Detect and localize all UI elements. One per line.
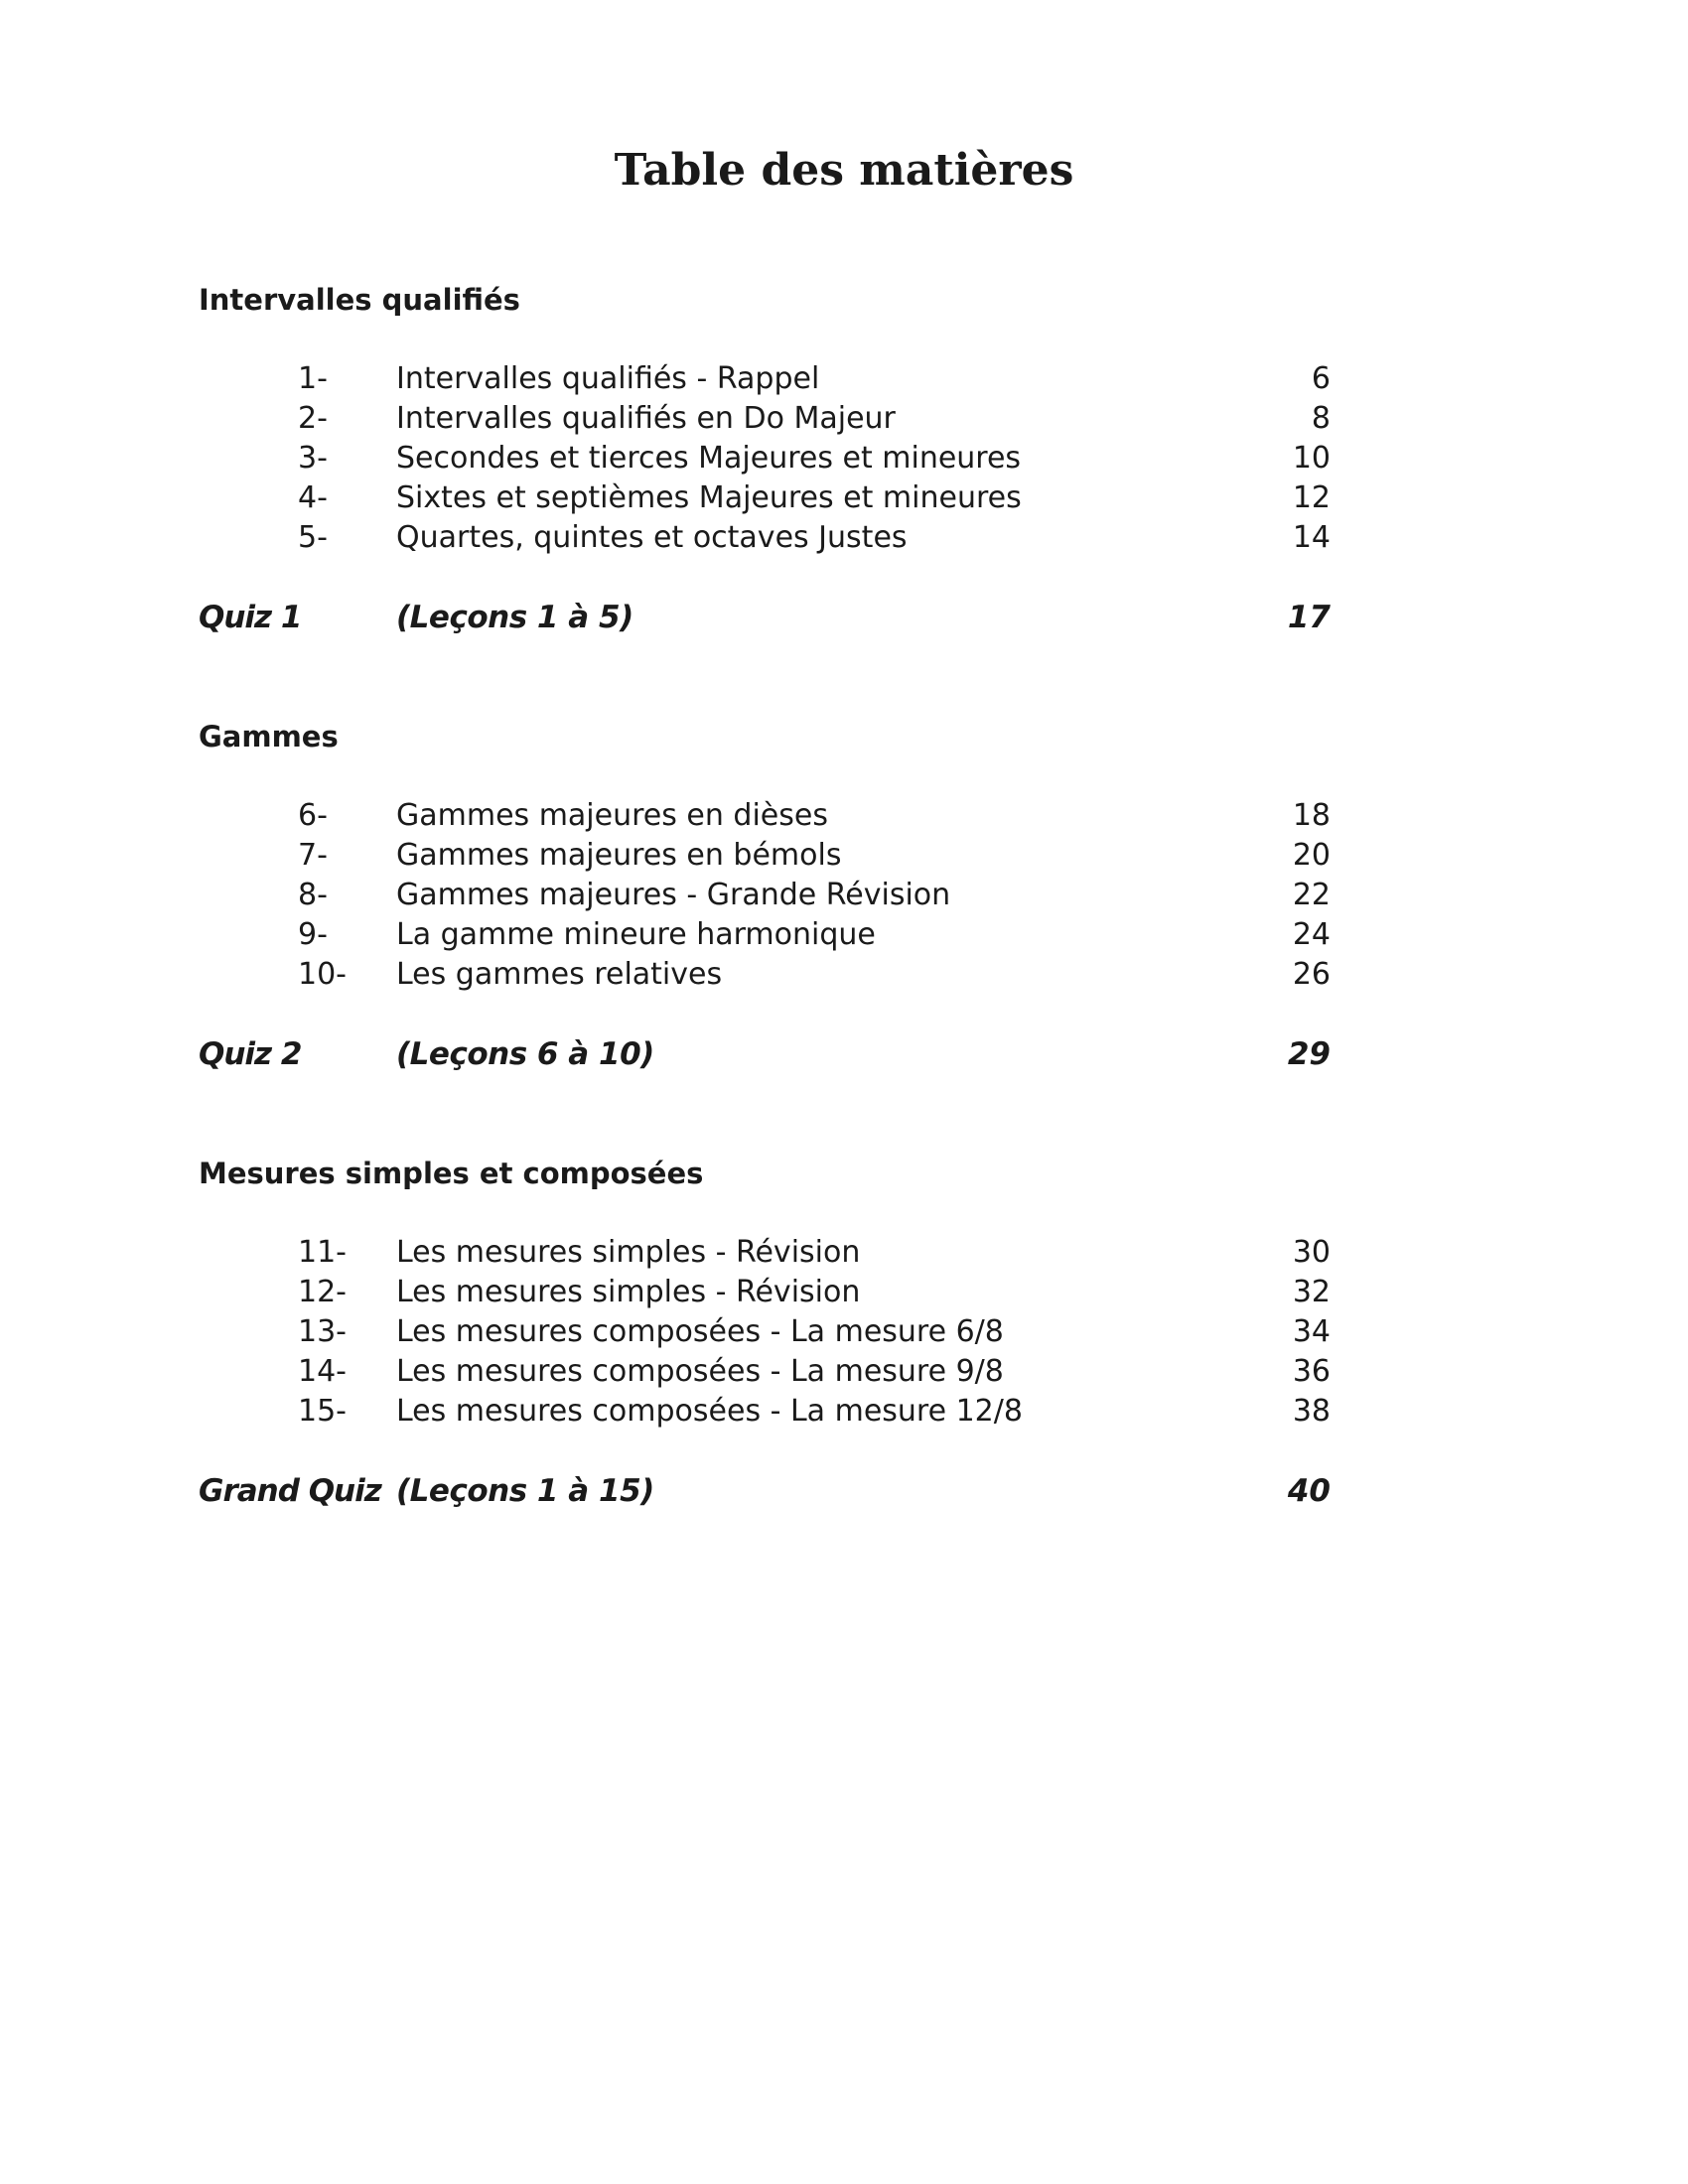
entry-title: Sixtes et septièmes Majeures et mineures [396, 480, 1022, 515]
entry-page: 18 [1292, 798, 1331, 833]
entry-title: Les gammes relatives [396, 957, 723, 992]
toc-entry [199, 478, 1331, 518]
entry-title: Les mesures composées - La mesure 9/8 [396, 1354, 1004, 1389]
entry-number: 6- [298, 798, 328, 833]
toc-entry [199, 439, 1331, 478]
toc-entry [199, 1273, 1331, 1312]
entry-number: 14- [298, 1354, 347, 1389]
quiz-page: 40 [1287, 1473, 1331, 1509]
entry-title: Intervalles qualifiés en Do Majeur [396, 401, 896, 436]
toc-entry [199, 876, 1331, 915]
entry-title: Gammes majeures - Grande Révision [396, 878, 951, 912]
toc-entry [199, 796, 1331, 836]
entry-page: 12 [1292, 480, 1331, 515]
entry-number: 5- [298, 520, 328, 555]
entry-number: 8- [298, 878, 328, 912]
page-title: Table des matières [614, 145, 1074, 196]
toc-entry [199, 1312, 1331, 1352]
toc-entry [199, 1233, 1331, 1273]
entry-number: 9- [298, 917, 328, 952]
quiz-page: 29 [1287, 1036, 1331, 1072]
entry-number: 15- [298, 1394, 347, 1429]
entry-page: 10 [1292, 441, 1331, 476]
entry-number: 10- [298, 957, 347, 992]
entry-page: 38 [1292, 1394, 1331, 1429]
entry-number: 11- [298, 1235, 347, 1270]
quiz-range: (Leçons 1 à 15) [396, 1473, 654, 1509]
quiz-page: 17 [1287, 600, 1331, 635]
quiz-label: Quiz 1 [199, 600, 302, 635]
toc-entry [199, 518, 1331, 558]
entry-title: Les mesures composées - La mesure 6/8 [396, 1314, 1004, 1349]
quiz-entry [199, 1471, 1331, 1511]
entry-page: 6 [1311, 361, 1331, 396]
entry-title: Les mesures simples - Révision [396, 1235, 861, 1270]
quiz-entry [199, 598, 1331, 637]
toc-section-mesures [199, 1154, 1331, 1511]
entry-page: 34 [1292, 1314, 1331, 1349]
entry-page: 32 [1292, 1275, 1331, 1309]
entry-number: 4- [298, 480, 328, 515]
quiz-entry [199, 1034, 1331, 1074]
entry-title: Gammes majeures en dièses [396, 798, 828, 833]
toc-entry [199, 359, 1331, 399]
entry-title: Intervalles qualifiés - Rappel [396, 361, 820, 396]
toc-entry [199, 836, 1331, 876]
entry-page: 22 [1292, 878, 1331, 912]
entry-page: 20 [1292, 838, 1331, 873]
entry-page: 14 [1292, 520, 1331, 555]
entry-title: Les mesures simples - Révision [396, 1275, 861, 1309]
entry-page: 26 [1292, 957, 1331, 992]
quiz-range: (Leçons 6 à 10) [396, 1036, 654, 1072]
section-heading: Mesures simples et composées [199, 1157, 704, 1190]
quiz-label: Grand Quiz [199, 1473, 381, 1509]
toc-entry [199, 399, 1331, 439]
entry-title: Quartes, quintes et octaves Justes [396, 520, 908, 555]
entry-number: 1- [298, 361, 328, 396]
entry-title: La gamme mineure harmonique [396, 917, 876, 952]
entry-page: 36 [1292, 1354, 1331, 1389]
entry-number: 13- [298, 1314, 347, 1349]
toc-section-intervalles [199, 280, 1331, 637]
entry-number: 7- [298, 838, 328, 873]
toc-section-gammes [199, 717, 1331, 1074]
entry-number: 2- [298, 401, 328, 436]
entry-page: 8 [1311, 401, 1331, 436]
toc-entry [199, 1392, 1331, 1432]
section-heading: Intervalles qualifiés [199, 283, 520, 317]
entry-number: 3- [298, 441, 328, 476]
entry-title: Les mesures composées - La mesure 12/8 [396, 1394, 1023, 1429]
toc-entry [199, 955, 1331, 995]
toc-entry [199, 1352, 1331, 1392]
section-heading: Gammes [199, 720, 339, 753]
entry-title: Gammes majeures en bémols [396, 838, 842, 873]
entry-number: 12- [298, 1275, 347, 1309]
entry-title: Secondes et tierces Majeures et mineures [396, 441, 1022, 476]
quiz-range: (Leçons 1 à 5) [396, 600, 633, 635]
quiz-label: Quiz 2 [199, 1036, 302, 1072]
entry-page: 24 [1292, 917, 1331, 952]
entry-page: 30 [1292, 1235, 1331, 1270]
toc-entry [199, 915, 1331, 955]
